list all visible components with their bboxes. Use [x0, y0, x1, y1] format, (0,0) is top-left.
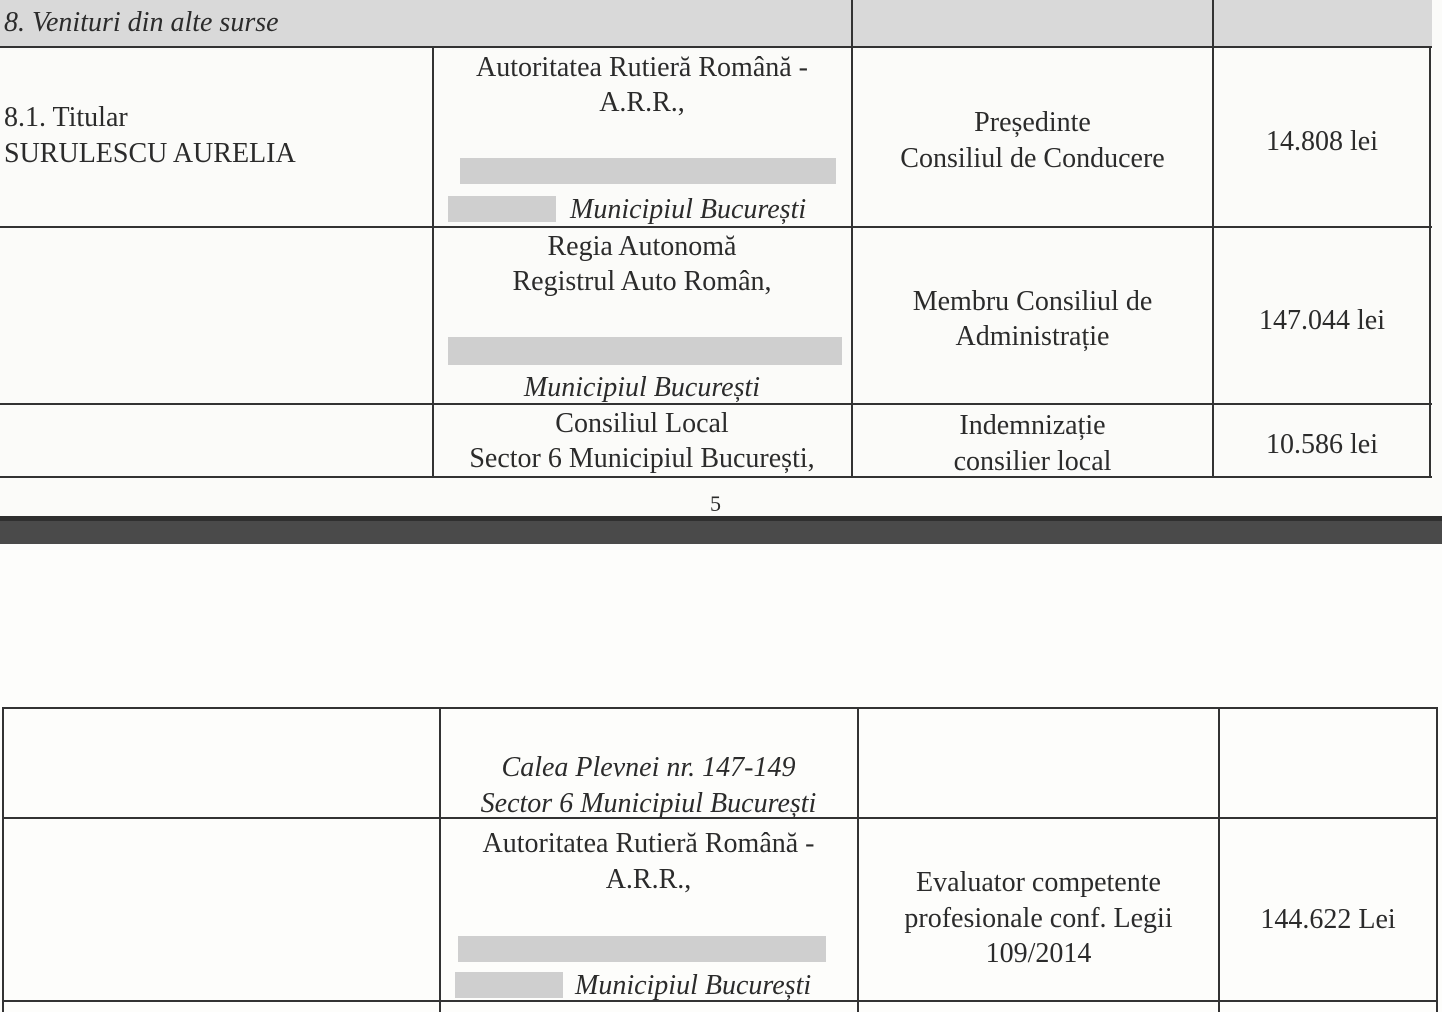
income-source: Autoritatea Rutieră Română -: [482, 828, 815, 859]
amount: 10.586 lei: [1266, 429, 1378, 460]
section-title: 8. Venituri din alte surse: [4, 7, 279, 38]
table-divider: [1436, 707, 1438, 1012]
role-law: 109/2014: [985, 938, 1092, 969]
role-detail: Consiliul de Conducere: [900, 143, 1165, 174]
role: Președinte: [974, 107, 1091, 138]
source-address-city: Sector 6 Municipiul București: [480, 788, 817, 819]
redacted-postal-code: [448, 196, 556, 222]
page-separator: [0, 516, 1442, 544]
holder-label: 8.1. Titular: [4, 102, 128, 133]
amount: 147.044 lei: [1259, 305, 1385, 336]
income-source: Autoritatea Rutieră Română -: [476, 52, 808, 83]
amount: 144.622 Lei: [1260, 904, 1396, 935]
amount: 14.808 lei: [1266, 126, 1378, 157]
income-source-detail: Sector 6 Municipiul București,: [469, 443, 815, 474]
income-source-abbr: A.R.R.,: [599, 87, 685, 118]
source-city: Municipiul București: [575, 970, 812, 1001]
table-divider: [1212, 0, 1214, 478]
role: Membru Consiliul de: [912, 286, 1153, 317]
redacted-address: [460, 158, 836, 184]
income-source: Regia Autonomă: [547, 231, 737, 262]
table-divider: [1429, 46, 1431, 478]
role: Indemnizație: [959, 410, 1106, 441]
role-detail: Administrație: [955, 321, 1110, 352]
redacted-postal-code: [455, 972, 563, 998]
page-number: 5: [710, 491, 721, 516]
source-city: Municipiul București: [570, 194, 807, 225]
table-divider: [1218, 707, 1220, 1012]
table-rule: [2, 707, 1438, 709]
document-page-bottom: [0, 544, 1442, 1012]
role: Evaluator competente: [916, 867, 1161, 898]
source-city: Municipiul București: [523, 372, 761, 403]
table-rule: [0, 46, 1432, 48]
redacted-address: [458, 936, 826, 962]
source-address: Calea Plevnei nr. 147-149: [501, 752, 796, 783]
holder-name: SURULESCU AURELIA: [4, 138, 296, 169]
table-rule: [0, 476, 1432, 478]
income-source: Consiliul Local: [555, 408, 729, 439]
role-detail: profesionale conf. Legii: [904, 903, 1173, 934]
income-source-detail: Registrul Auto Român,: [512, 266, 772, 297]
redacted-address: [448, 337, 842, 365]
role-detail: consilier local: [953, 446, 1112, 477]
table-divider: [851, 0, 853, 478]
income-source-abbr: A.R.R.,: [605, 864, 692, 895]
table-divider: [2, 707, 4, 1012]
